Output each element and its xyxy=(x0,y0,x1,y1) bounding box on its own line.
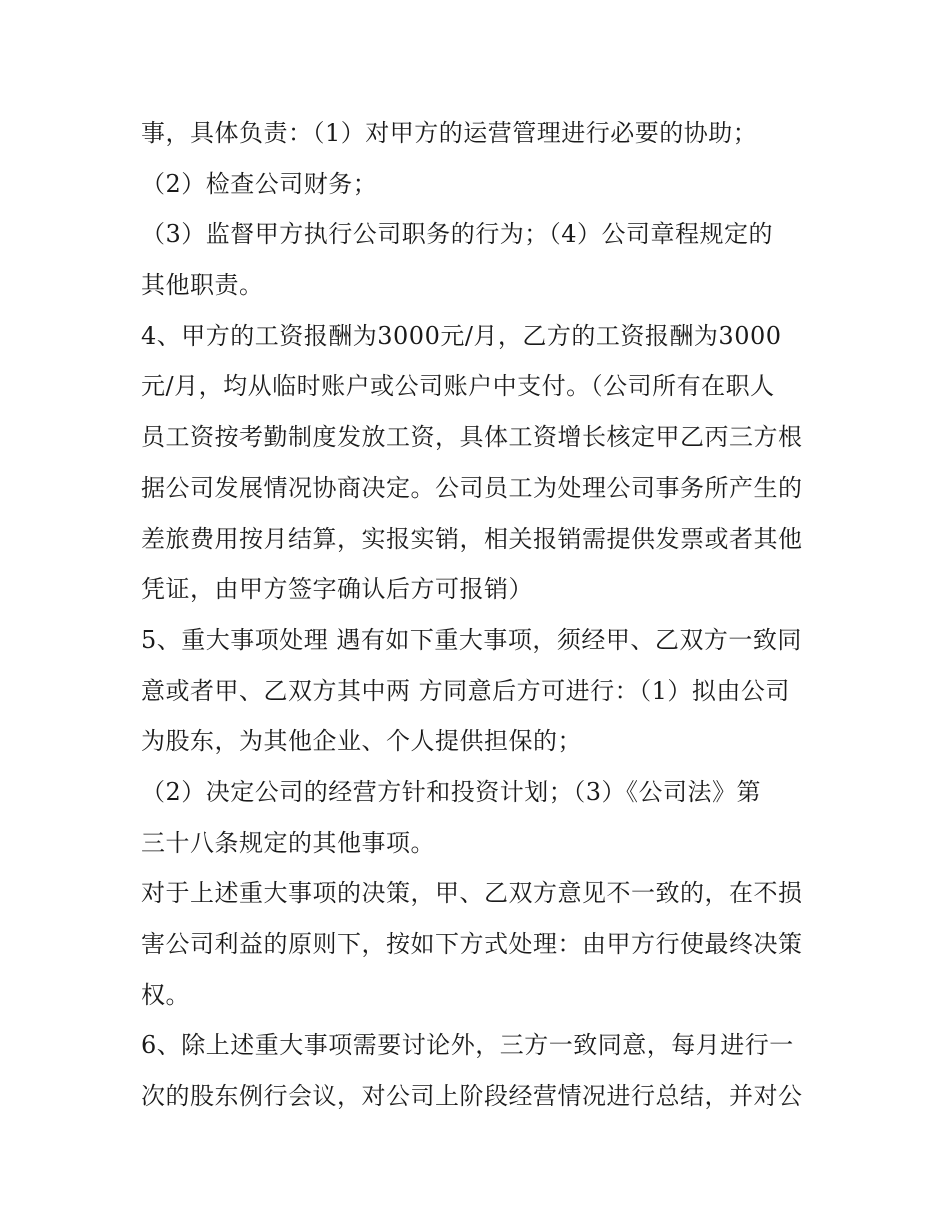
text-line: 三十八条规定的其他事项。 xyxy=(141,828,435,857)
text-line: 事，具体负责：（1）对甲方的运营管理进行必要的协助； xyxy=(141,119,758,147)
text-line: 凭证，由甲方签字确认后方可报销） xyxy=(141,575,533,604)
text-line: 5、重大事项处理 遇有如下重大事项，须经甲、乙双方一致同 xyxy=(141,625,802,654)
text-line: 为股东，为其他企业、个人提供担保的； xyxy=(141,727,582,756)
text-line: 对于上述重大事项的决策，甲、乙双方意见不一致的，在不损 xyxy=(141,879,803,908)
text-line: 其他职责。 xyxy=(141,271,264,300)
text-line: 权。 xyxy=(141,980,190,1009)
text-line: 元/月，均从临时账户或公司账户中支付。（公司所有在职人 xyxy=(141,372,775,401)
text-line: 4、甲方的工资报酬为3000元/月，乙方的工资报酬为3000 xyxy=(141,321,782,350)
text-line: 6、除上述重大事项需要讨论外，三方一致同意，每月进行一 xyxy=(141,1031,794,1060)
text-line: （2）检查公司财务； xyxy=(141,169,378,198)
text-line: 差旅费用按月结算，实报实销，相关报销需提供发票或者其他 xyxy=(141,524,803,553)
text-line: （2）决定公司的经营方针和投资计划；（3）《公司法》第 xyxy=(141,777,762,806)
text-line: 害公司利益的原则下，按如下方式处理：由甲方行使最终决策 xyxy=(141,930,803,958)
text-line: （3）监督甲方执行公司职务的行为；（4）公司章程规定的 xyxy=(141,220,774,249)
text-line: 据公司发展情况协商决定。公司员工为处理公司事务所产生的 xyxy=(141,473,803,502)
text-line: 次的股东例行会议，对公司上阶段经营情况进行总结，并对公 xyxy=(141,1082,803,1111)
document-body xyxy=(141,108,821,1122)
text-line: 意或者甲、乙双方其中两 方同意后方可进行：（1）拟由公司 xyxy=(141,676,790,705)
text-line: 员工资按考勤制度发放工资，具体工资增长核定甲乙丙三方根 xyxy=(141,423,803,452)
